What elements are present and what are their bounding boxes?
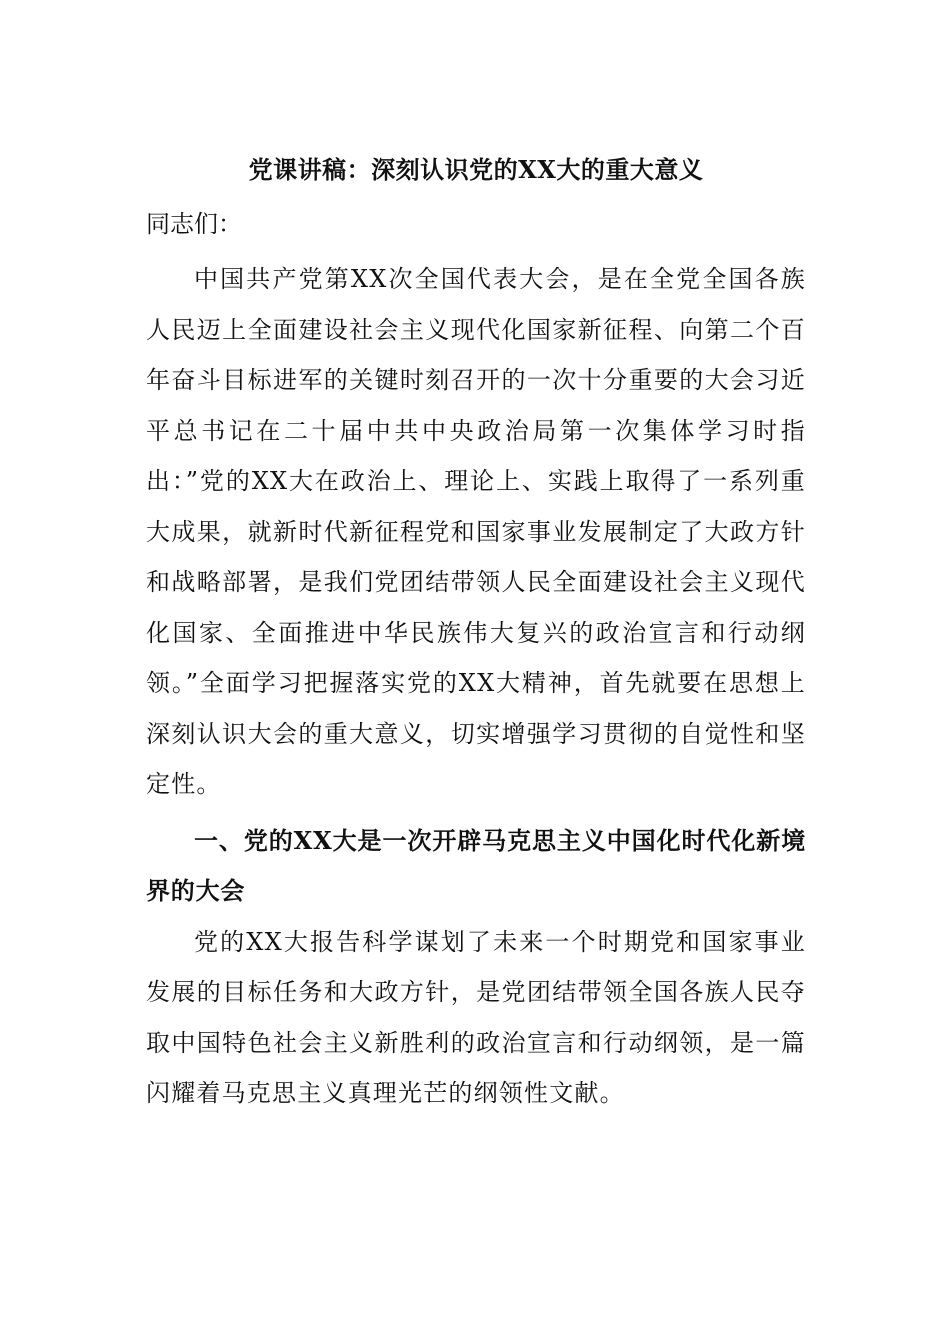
section-paragraph: 党的XX大报告科学谋划了未来一个时期党和国家事业发展的目标任务和大政方针，是党团结带领全国各族人民夺取中国特色社会主义新胜利的政治宣言和行动纲领，是一篇闪耀着马克思主义真理光芒的纲领性文献。 [146, 927, 806, 1107]
document-title: 党课讲稿：深刻认识党的XX大的重大意义 [248, 155, 704, 184]
salutation: 同志们： [146, 210, 242, 238]
intro-paragraph: 中国共产党第XX次全国代表大会，是在全党全国各族人民迈上全面建设社会主义现代化国家新征程、向第二个百年奋斗目标进军的关键时刻召开的一次十分重要的大会习近平总书记在二十届中共中央政治局第一次集体学习时指出：”党的XX大在政治上、理论上、实践上取得了一系列重大成果，就新时代新征程党和国家事业发展制定了大政方针和战略部署，是我们党团结带领人民全面建设社会主义现代化国家、全面推进中华民族伟大复兴的政治宣言和行动纲领。”全面学习把握落实党的XX大精神，首先就要在思想上深刻认识大会的重大意义，切实增强学习贯彻的自觉性和坚定性。 [146, 265, 806, 798]
document-page [146, 150, 806, 1119]
section-heading: 一、党的XX大是一次开辟马克思主义中国化时代化新境界的大会 [146, 825, 806, 905]
